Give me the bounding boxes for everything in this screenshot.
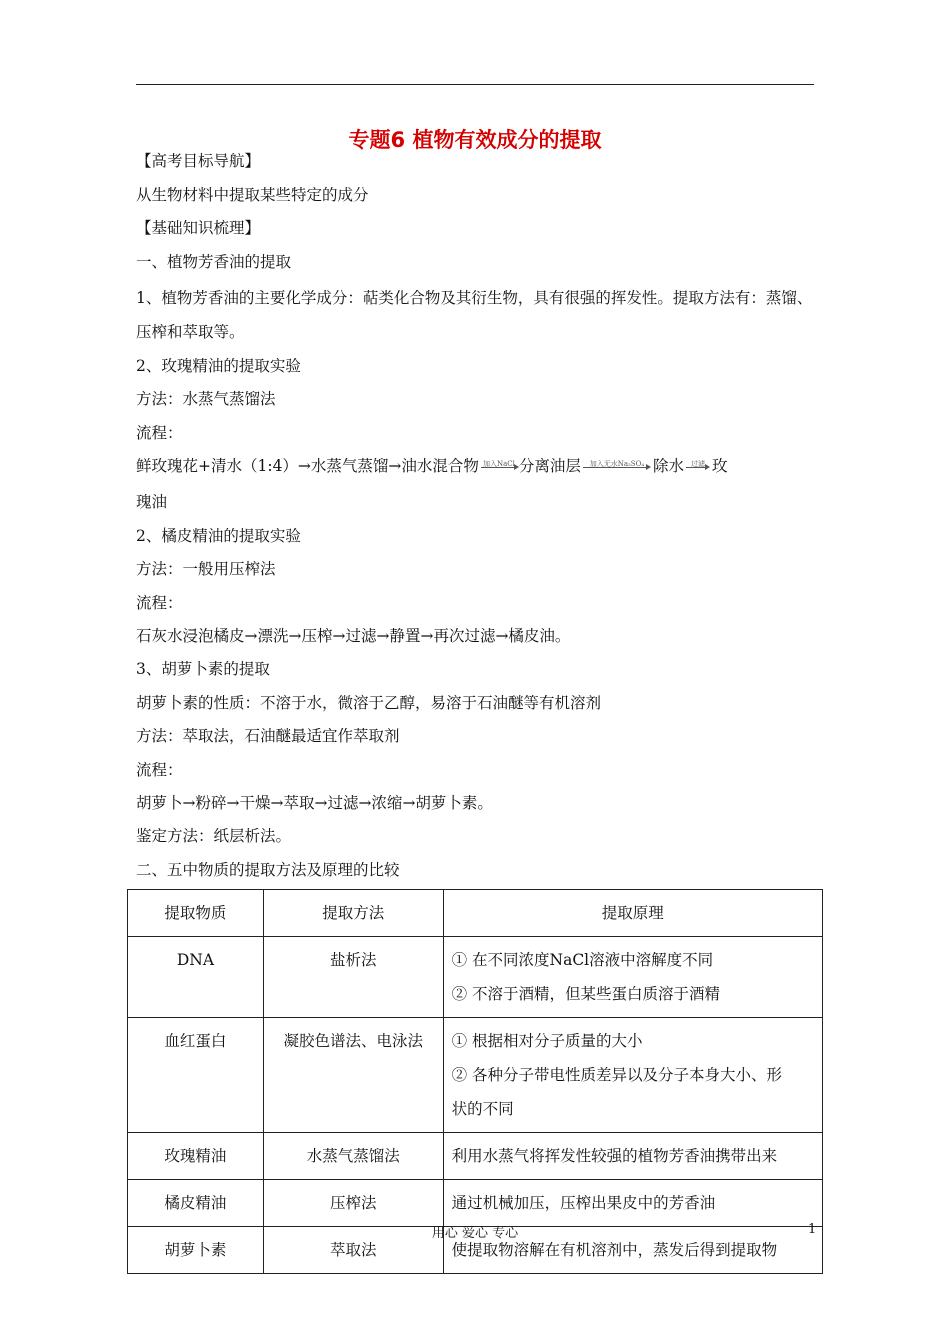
table-row	[128, 1018, 823, 1133]
subheading-rose-oil: 2、玫瑰精油的提取实验	[136, 357, 301, 375]
arrow-label: 加入NaCl	[482, 460, 515, 468]
method-cell: 水蒸气蒸馏法	[263, 1133, 443, 1180]
paragraph: 方法：一般用压榨法	[136, 560, 276, 578]
principle-cell: 通过机械加压，压榨出果皮中的芳香油	[443, 1180, 822, 1227]
flow-text: 瑰油	[136, 493, 168, 511]
arrow-label: 过滤	[690, 460, 705, 468]
flow-text: 鲜玫瑰花+清水（1:4）→水蒸气蒸馏→油水混合物	[136, 457, 479, 475]
arrow-label: 加入无水Na₂SO₄	[589, 460, 645, 468]
table-header: 提取方法	[263, 890, 443, 937]
method-cell: 凝胶色谱法、电泳法	[263, 1018, 443, 1133]
table-header: 提取物质	[128, 890, 264, 937]
flow-arrow	[684, 457, 712, 477]
table-row	[128, 937, 823, 1018]
paragraph: 从生物材料中提取某些特定的成分	[136, 186, 369, 204]
substance-cell: 玫瑰精油	[128, 1133, 264, 1180]
table-header: 提取原理	[443, 890, 822, 937]
paragraph: 胡萝卜素的性质：不溶于水，微溶于乙醇，易溶于石油醚等有机溶剂	[136, 694, 602, 712]
comparison-table	[127, 889, 823, 1274]
substance-cell: DNA	[128, 937, 264, 1018]
principle-cell	[443, 937, 822, 1018]
page-title: 专题6 植物有效成分的提取	[348, 128, 602, 152]
arrow-icon	[686, 467, 706, 468]
table-header-row	[128, 890, 823, 937]
paragraph: 1、植物芳香油的主要化学成分：萜类化合物及其衍生物，具有很强的挥发性。提取方法有：蒸馏、	[136, 289, 813, 307]
paragraph: 方法：水蒸气蒸馏法	[136, 390, 276, 408]
heading-comparison: 二、五中物质的提取方法及原理的比较	[136, 861, 400, 879]
principle-line: 状的不同	[451, 1100, 514, 1118]
subheading-carotene: 3、胡萝卜素的提取	[136, 660, 270, 678]
header-rule	[136, 84, 814, 85]
principle-line: ① 在不同浓度NaCl溶液中溶解度不同	[451, 951, 714, 969]
paragraph: 流程：	[136, 761, 183, 779]
principle-cell: 使提取物溶解在有机溶剂中，蒸发后得到提取物	[443, 1227, 822, 1274]
method-cell: 盐析法	[263, 937, 443, 1018]
substance-cell: 胡萝卜素	[128, 1227, 264, 1274]
section-heading-basics: 【基础知识梳理】	[136, 219, 261, 237]
method-cell: 萃取法	[263, 1227, 443, 1274]
flow-text: 分离油层	[518, 457, 581, 475]
carotene-flow-line: 胡萝卜→粉碎→干燥→萃取→过滤→浓缩→胡萝卜素。	[136, 794, 493, 812]
arrow-icon	[481, 467, 515, 468]
flow-text: 除水	[652, 457, 684, 475]
table-row	[128, 1133, 823, 1180]
principle-line: ② 各种分子带电性质差异以及分子本身大小、形	[451, 1066, 783, 1084]
page-footer: 用心 爱心 专心	[431, 1226, 519, 1241]
section-heading-goals: 【高考目标导航】	[136, 152, 261, 170]
paragraph: 鉴定方法：纸层析法。	[136, 827, 292, 845]
substance-cell: 橘皮精油	[128, 1180, 264, 1227]
method-cell: 压榨法	[263, 1180, 443, 1227]
subheading-orange-oil: 2、橘皮精油的提取实验	[136, 527, 301, 545]
flow-arrow	[479, 457, 519, 477]
principle-cell	[443, 1018, 822, 1133]
heading-aromatic-oil: 一、植物芳香油的提取	[136, 253, 292, 271]
principle-line: ② 不溶于酒精，但某些蛋白质溶于酒精	[451, 985, 721, 1003]
principle-line: ① 根据相对分子质量的大小	[451, 1032, 643, 1050]
table-row	[128, 1180, 823, 1227]
paragraph: 方法：萃取法，石油醚最适宜作萃取剂	[136, 727, 400, 745]
flow-text: 玫	[711, 457, 728, 475]
paragraph: 流程：	[136, 424, 183, 442]
rose-flow-line	[136, 456, 727, 477]
arrow-icon	[583, 467, 647, 468]
page-number: 1	[808, 1222, 817, 1237]
principle-cell: 利用水蒸气将挥发性较强的植物芳香油携带出来	[443, 1133, 822, 1180]
orange-flow-line: 石灰水浸泡橘皮→漂洗→压榨→过滤→静置→再次过滤→橘皮油。	[136, 627, 571, 645]
substance-cell: 血红蛋白	[128, 1018, 264, 1133]
flow-arrow	[581, 457, 653, 477]
paragraph: 压榨和萃取等。	[136, 323, 245, 341]
paragraph: 流程：	[136, 594, 183, 612]
